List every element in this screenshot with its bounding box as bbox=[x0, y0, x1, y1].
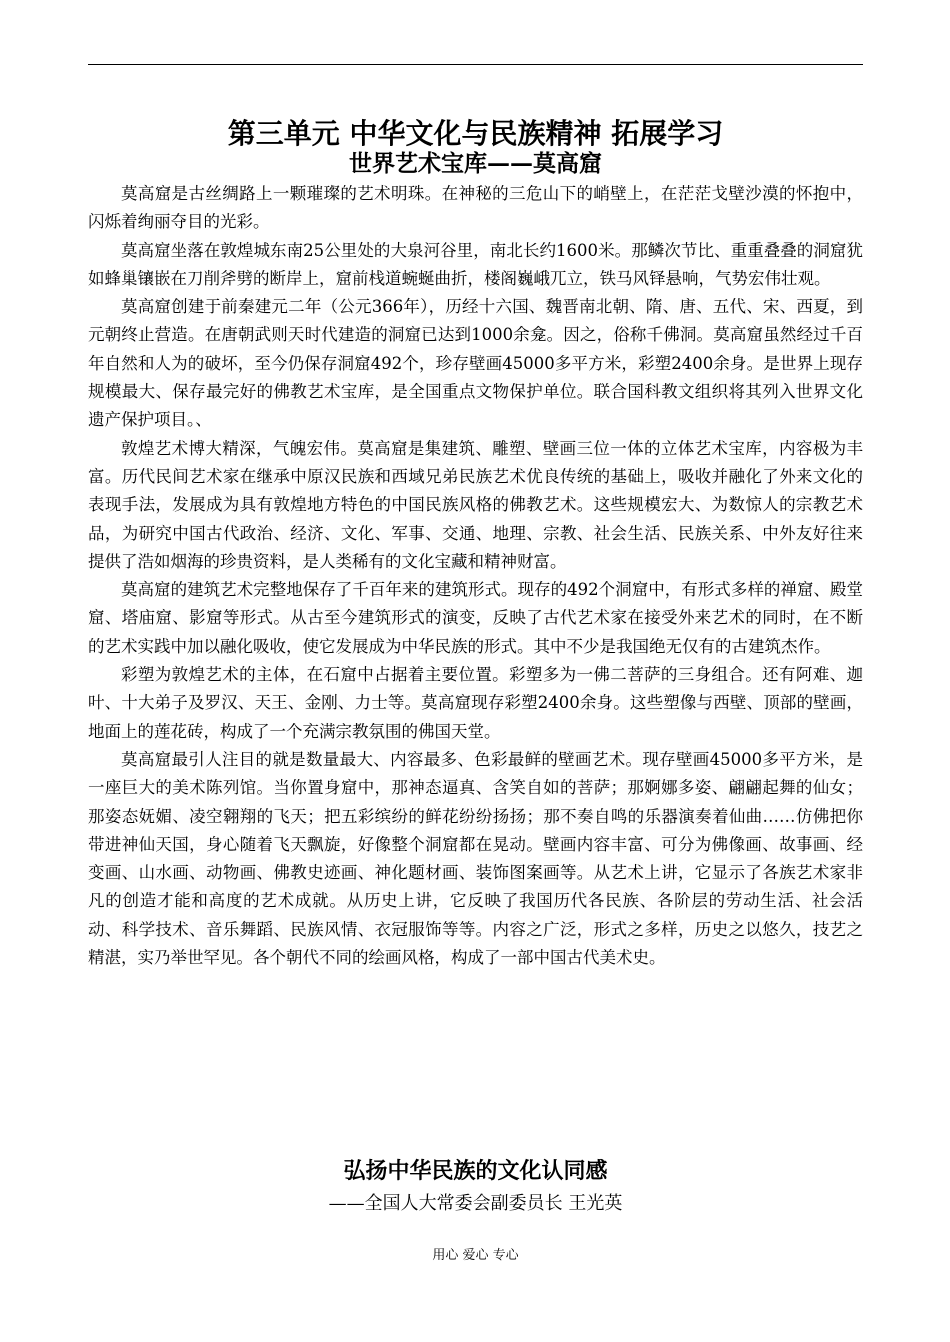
section-title: 弘扬中华民族的文化认同感 bbox=[343, 1158, 608, 1184]
paragraph-sculpture: 彩塑为敦煌艺术的主体，在石窟中占据着主要位置。彩塑多为一佛二菩萨的三身组合。还有阿难、迦叶、十大弟子及罗汉、天王、金刚、力士等。莫高窟现存彩塑2400余身。这些塑像与西壁、顶部的壁画，地面上的莲花砖，构成了一个充满宗教氛围的佛国天堂。 bbox=[88, 665, 863, 741]
top-divider bbox=[88, 64, 863, 65]
paragraph-architecture: 莫高窟的建筑艺术完整地保存了千百年来的建筑形式。现存的492个洞窟中，有形式多样的禅窟、殿堂窟、塔庙窟、影窟等形式。从古至今建筑形式的演变，反映了古代艺术家在接受外来艺术的同时，在不断的艺术实践中加以融化吸收，使它发展成为中华民族的形式。其中不少是我国绝无仅有的古建筑杰作。 bbox=[88, 580, 863, 656]
paragraph-history: 莫高窟创建于前秦建元二年（公元366年），历经十六国、魏晋南北朝、隋、唐、五代、宋、西夏，到元朝终止营造。在唐朝武则天时代建造的洞窟已达到1000余龛。因之，俗称千佛洞。莫高窟虽然经过千百年自然和人为的破坏，至今仍保存洞窟492个，珍存壁画45000多平方米，彩塑2400余身。是世界上现存规模最大、保存最完好的佛教艺术宝库，是全国重点文物保护单位。联合国科教文组织将其列入世界文化遗产保护项目。、 bbox=[88, 297, 863, 430]
paragraph-art-overview: 敦煌艺术博大精深，气魄宏伟。莫高窟是集建筑、雕塑、壁画三位一体的立体艺术宝库，内容极为丰富。历代民间艺术家在继承中原汉民族和西域兄弟民族艺术优良传统的基础上，吸收并融化了外来文化的表现手法，发展成为具有敦煌地方特色的中国民族风格的佛教艺术。这些规模宏大、为数惊人的宗教艺术品，为研究中国古代政治、经济、文化、军事、交通、地理、宗教、社会生活、民族关系、中外友好往来提供了浩如烟海的珍贵资料，是人类稀有的文化宝藏和精神财富。 bbox=[88, 438, 863, 571]
page-footer: 用心 爱心 专心 bbox=[432, 1248, 519, 1263]
paragraph-murals: 莫高窟最引人注目的就是数量最大、内容最多、色彩最鲜的壁画艺术。现存壁画45000多平方米，是一座巨大的美术陈列馆。当你置身窟中，那神态逼真、含笑自如的菩萨；那婀娜多姿、翩翩起舞的仙女；那姿态妩媚、凌空翱翔的飞天；把五彩缤纷的鲜花纷纷扬扬；那不奏自鸣的乐器演奏着仙曲……仿佛把你带进神仙天国，身心随着飞天飘旋，好像整个洞窟都在晃动。壁画内容丰富、可分为佛像画、故事画、经变画、山水画、动物画、佛教史迹画、神化题材画、装饰图案画等。从艺术上讲，它显示了各族艺术家非凡的创造才能和高度的艺术成就。从历史上讲，它反映了我国历代各民族、各阶层的劳动生活、社会活动、科学技术、音乐舞蹈、民族风情、衣冠服饰等等。内容之广泛，形式之多样，历史之以悠久，技艺之精湛，实乃举世罕见。各个朝代不同的绘画风格，构成了一部中国古代美术史。 bbox=[88, 749, 863, 968]
article-body bbox=[88, 180, 863, 972]
paragraph-location: 莫高窟坐落在敦煌城东南25公里处的大泉河谷里，南北长约1600米。那鳞次节比、重重叠叠的洞窟犹如蜂巢镶嵌在刀削斧劈的断岸上，窟前栈道蜿蜒曲折，楼阁巍峨兀立，铁马风铎悬响，气势宏伟壮观。 bbox=[88, 240, 863, 288]
section-byline: ——全国人大常委会副委员长 王光英 bbox=[328, 1193, 623, 1214]
page-title: 第三单元 中华文化与民族精神 拓展学习 bbox=[227, 117, 724, 150]
article-title: 世界艺术宝库——莫高窟 bbox=[349, 150, 602, 177]
paragraph-intro: 莫高窟是古丝绸路上一颗璀璨的艺术明珠。在神秘的三危山下的峭壁上，在茫茫戈壁沙漠的怀抱中，闪烁着绚丽夺目的光彩。 bbox=[88, 184, 863, 232]
